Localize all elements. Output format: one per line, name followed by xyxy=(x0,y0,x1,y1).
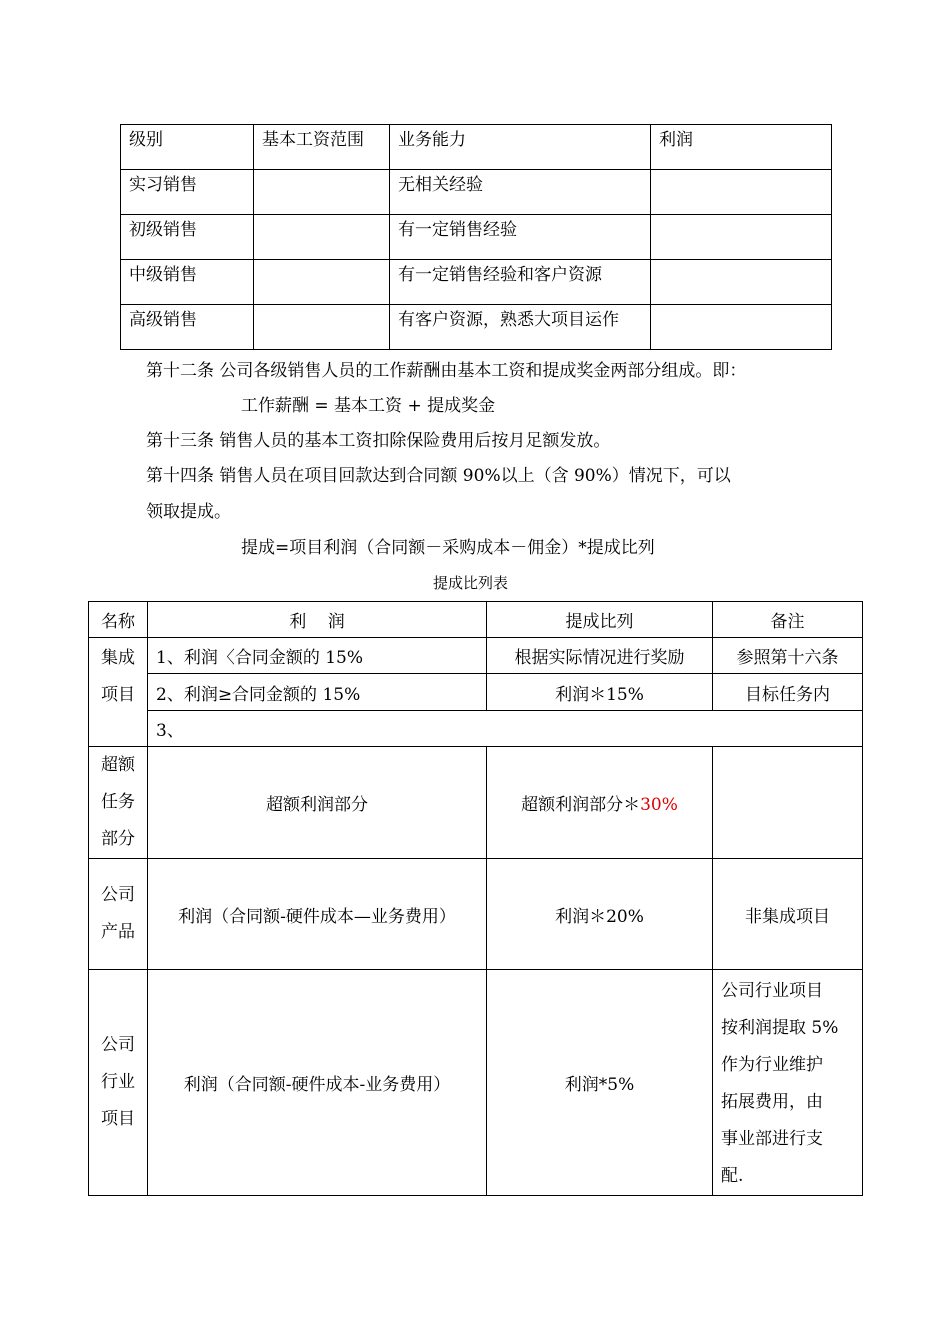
table-cell: 利润*5% xyxy=(487,970,713,1196)
table-row xyxy=(121,215,832,260)
table-cell: 根据实际情况进行奖励 xyxy=(487,638,713,674)
table-row xyxy=(89,711,863,747)
table-row xyxy=(89,638,863,674)
commission-formula: 提成=项目利润（合同额－采购成本－佣金）*提成比列 xyxy=(241,538,655,558)
note-line: 作为行业维护 xyxy=(721,1055,823,1075)
excess-task-label xyxy=(89,747,148,859)
salary-formula: 工作薪酬 = 基本工资 + 提成奖金 xyxy=(241,396,496,416)
table-row xyxy=(89,970,863,1196)
label-line: 行业 xyxy=(101,1072,135,1092)
label-line: 集成 xyxy=(101,648,135,668)
table-cell xyxy=(713,747,863,859)
ratio-text: 超额利润部分＊ xyxy=(521,795,641,815)
note-line: 事业部进行支 xyxy=(721,1129,823,1149)
article-13: 第十三条 销售人员的基本工资扣除保险费用后按月足额发放。 xyxy=(146,431,611,451)
note-line: 拓展费用，由 xyxy=(721,1092,823,1112)
table-cell: 超额利润部分 xyxy=(148,747,487,859)
commission-ratio-table xyxy=(88,601,863,1196)
label-line: 公司 xyxy=(101,885,135,905)
header-ratio: 提成比列 xyxy=(487,602,713,638)
table-cell: 有客户资源，熟悉大项目运作 xyxy=(390,305,651,350)
table-cell: 无相关经验 xyxy=(390,170,651,215)
table-cell xyxy=(651,305,832,350)
label-line: 项目 xyxy=(101,1109,135,1129)
table-cell: 中级销售 xyxy=(121,260,254,305)
table-row xyxy=(89,674,863,711)
salary-level-table xyxy=(120,124,832,350)
table-cell: 利润＊15% xyxy=(487,674,713,711)
table-cell xyxy=(254,215,390,260)
label-line: 部分 xyxy=(101,829,135,849)
article-14-line2: 领取提成。 xyxy=(146,502,231,522)
table-cell xyxy=(651,260,832,305)
table-cell xyxy=(254,170,390,215)
label-line: 产品 xyxy=(101,922,135,942)
table-cell: 利润（合同额-硬件成本-业务费用） xyxy=(148,970,487,1196)
table-cell: 利润（合同额-硬件成本—业务费用） xyxy=(148,859,487,970)
table-row xyxy=(121,260,832,305)
table-row xyxy=(121,125,832,170)
label-line: 项目 xyxy=(101,685,135,705)
table-cell xyxy=(254,260,390,305)
table-cell: 3、 xyxy=(148,711,863,747)
note-line: 配. xyxy=(721,1166,744,1186)
header-name: 名称 xyxy=(89,602,148,638)
label-line: 公司 xyxy=(101,1035,135,1055)
header-profit: 利润 xyxy=(651,125,832,170)
table-cell: 有一定销售经验 xyxy=(390,215,651,260)
table-row xyxy=(89,859,863,970)
table-cell: 初级销售 xyxy=(121,215,254,260)
industry-note xyxy=(713,970,863,1196)
commission-table-title: 提成比列表 xyxy=(433,574,509,592)
table-cell: 参照第十六条 xyxy=(713,638,863,674)
table-cell: 目标任务内 xyxy=(713,674,863,711)
article-12: 第十二条 公司各级销售人员的工作薪酬由基本工资和提成奖金两部分组成。即： xyxy=(146,361,747,381)
integration-project-label xyxy=(89,638,148,747)
table-cell: 高级销售 xyxy=(121,305,254,350)
table-cell: 非集成项目 xyxy=(713,859,863,970)
company-industry-label xyxy=(89,970,148,1196)
table-cell xyxy=(651,170,832,215)
header-ability: 业务能力 xyxy=(390,125,651,170)
table-row xyxy=(89,747,863,859)
header-profit: 利 润 xyxy=(148,602,487,638)
table-cell xyxy=(254,305,390,350)
company-product-label xyxy=(89,859,148,970)
table-cell: 2、利润≥合同金额的 15% xyxy=(148,674,487,711)
table-cell xyxy=(487,747,713,859)
table-cell xyxy=(651,215,832,260)
label-line: 任务 xyxy=(101,792,135,812)
table-row xyxy=(121,170,832,215)
header-salary-range: 基本工资范围 xyxy=(254,125,390,170)
table-cell: 1、利润〈合同金额的 15% xyxy=(148,638,487,674)
header-note: 备注 xyxy=(713,602,863,638)
table-row xyxy=(89,602,863,638)
note-line: 按利润提取 5% xyxy=(721,1018,839,1038)
table-cell: 实习销售 xyxy=(121,170,254,215)
header-level: 级别 xyxy=(121,125,254,170)
note-line: 公司行业项目 xyxy=(721,981,823,1001)
ratio-highlight: 30% xyxy=(640,795,678,815)
table-row xyxy=(121,305,832,350)
article-14-line1: 第十四条 销售人员在项目回款达到合同额 90%以上（含 90%）情况下，可以 xyxy=(146,466,731,486)
label-line: 超额 xyxy=(101,755,135,775)
table-cell: 利润＊20% xyxy=(487,859,713,970)
table-cell: 有一定销售经验和客户资源 xyxy=(390,260,651,305)
